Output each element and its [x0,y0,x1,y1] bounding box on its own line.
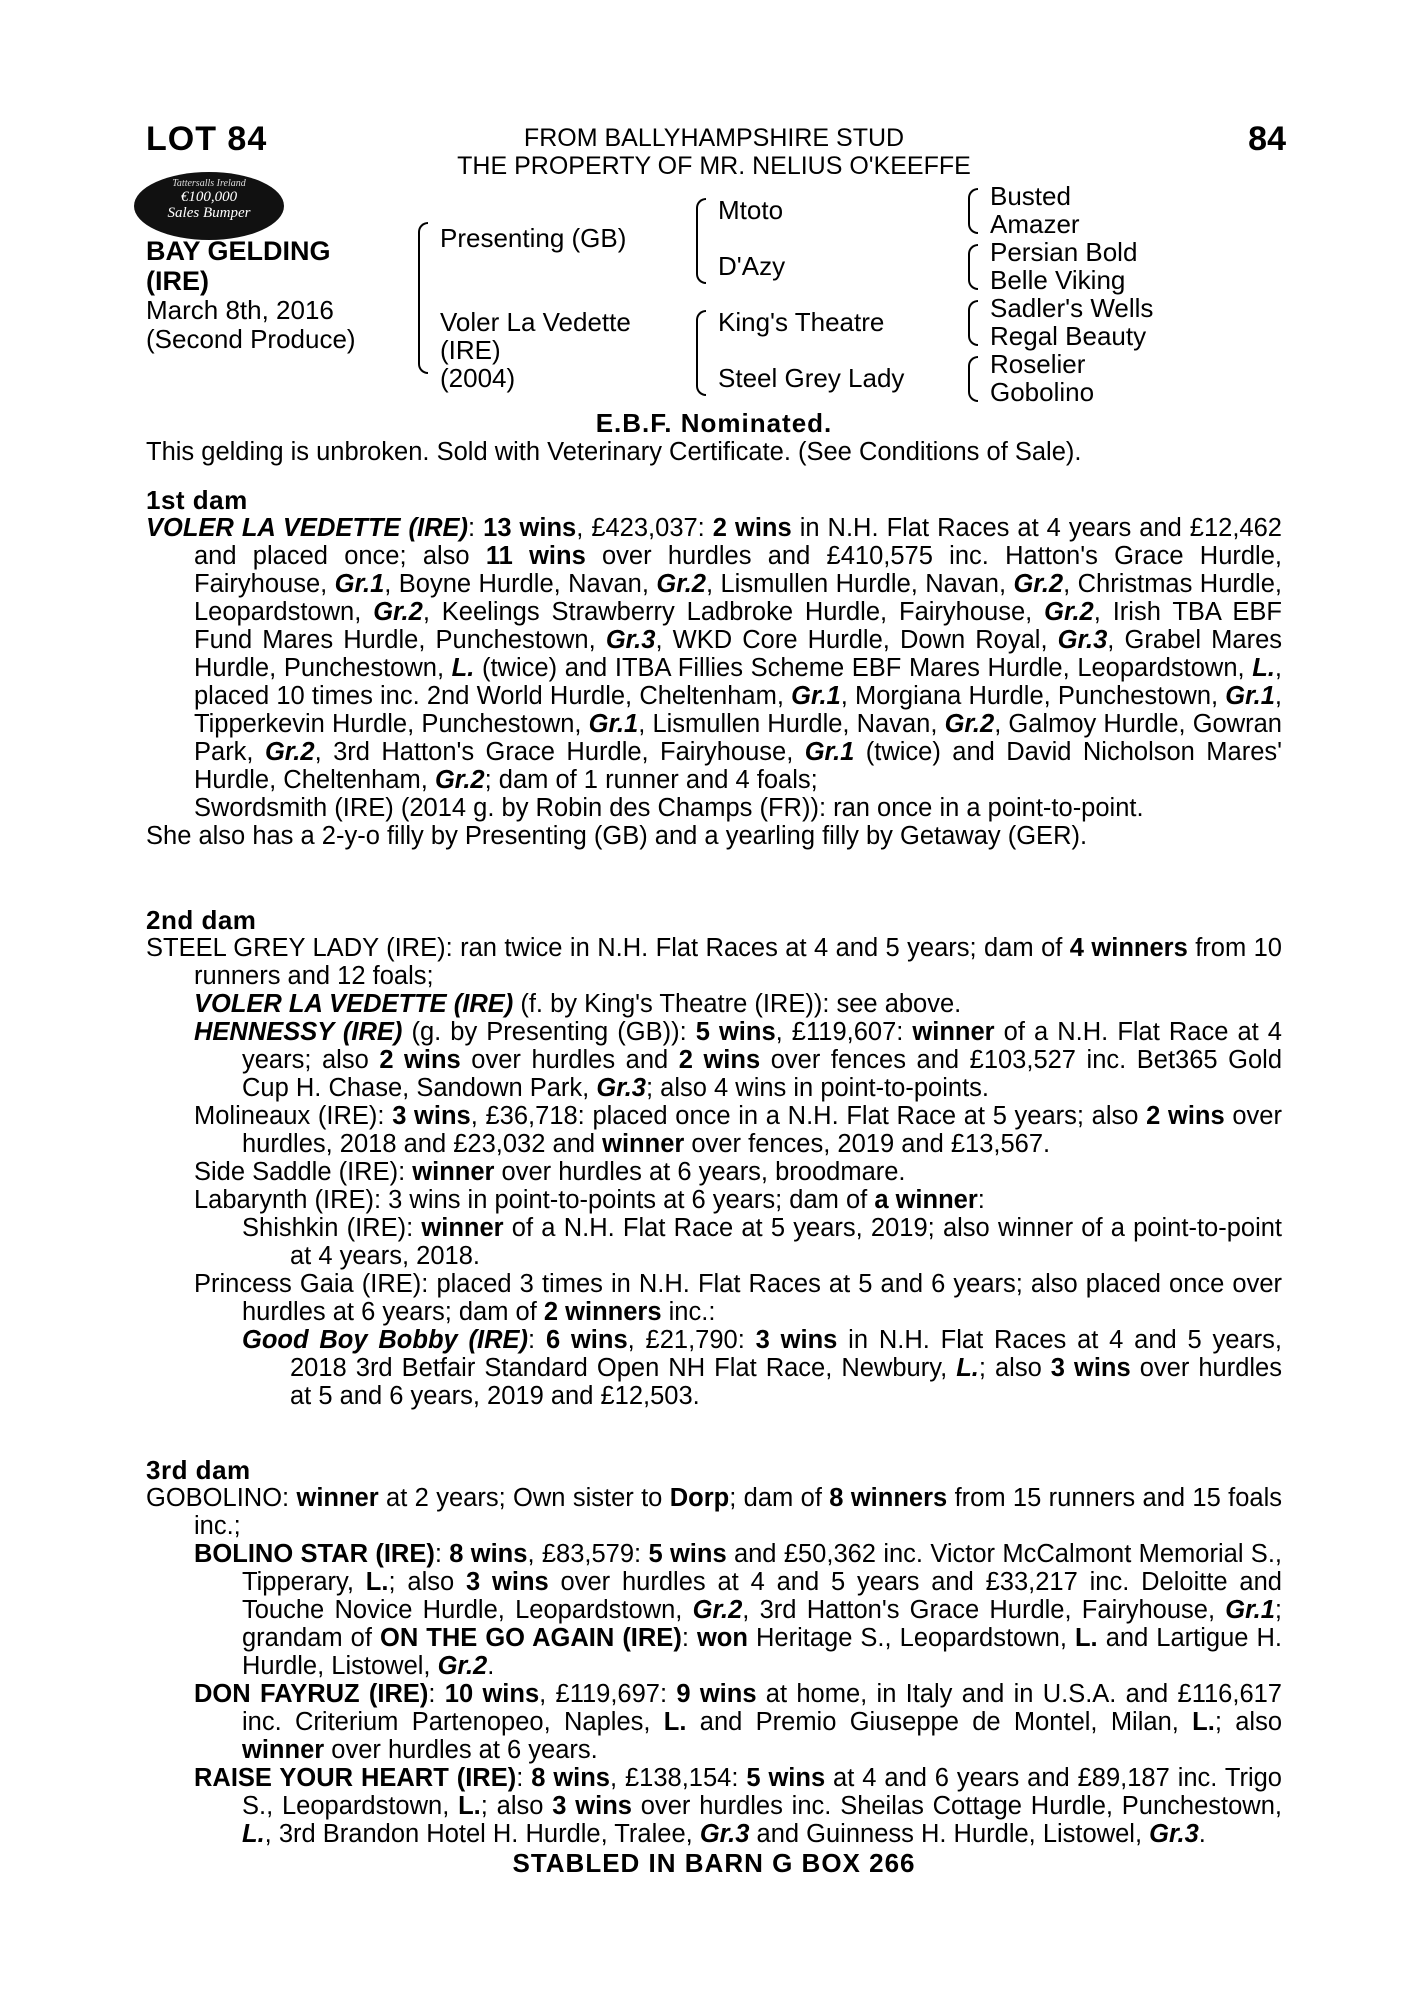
pedigree-brace-3 [696,310,706,396]
sire-dam: D'Azy [718,251,786,281]
third-dam-record: GOBOLINO: winner at 2 years; Own sister to Dorp; dam of 8 winners from 15 runners and 15 foals inc.; [146,1484,1282,1540]
ss-sire: Busted [990,181,1071,211]
horse-dob: March 8th, 2016 (Second Produce) [146,295,356,354]
first-dam-also: She also has a 2-y-o filly by Presenting (GB) and a yearling filly by Getaway (GER). [146,822,1088,850]
produce-raise-your-heart: RAISE YOUR HEART (IRE): 8 wins, £138,154: 5 wins at 4 and 6 years and £89,187 inc. Trigo S., Leopardstown, L.; also 3 wins over hurdles inc. Sheilas Cottage Hurdle, Punchestown, L., 3rd Brandon Hotel H. Hurdle, Tralee, Gr.3 and Guinness H. Hurdle, Listowel, Gr.3. [194,1764,1282,1848]
badge-brand: Tattersalls Ireland [172,178,246,189]
produce-don-fayruz: DON FAYRUZ (IRE): 10 wins, £119,697: 9 wins at home, in Italy and in U.S.A. and £116,617 inc. Criterium Partenopeo, Naples, L. and Premio Giuseppe de Montel, Milan, L.; also winner over hurdles at 6 years. [194,1680,1283,1764]
pedigree-brace-2 [696,198,706,284]
pedigree-brace-4 [968,188,978,234]
sd-dam: Belle Viking [990,265,1126,295]
lot-number: 84 [1248,120,1286,158]
first-dam-section [146,486,1282,850]
pedigree-brace-7 [968,356,978,402]
first-dam-heading: 1st dam [146,485,248,515]
sire-sire: Mtoto [718,195,784,225]
produce-princess-gaia: Princess Gaia (IRE): placed 3 times in N.H. Flat Races at 5 and 6 years; also placed once over hurdles at 6 years; dam of 2 winners inc.: [194,1270,1282,1326]
first-dam-record: VOLER LA VEDETTE (IRE): 13 wins, £423,037: 2 wins in N.H. Flat Races at 4 years and £12,462 and placed once; also 11 wins over hurdles and £410,575 inc. Hatton's Grace Hurdle, Fairyhouse, Gr.1, Boyne Hurdle, Navan, Gr.2, Lismullen Hurdle, Navan, Gr.2, Christmas Hurdle, Leopardstown, Gr.2, Keelings Strawberry Ladbroke Hurdle, Fairyhouse, Gr.2, Irish TBA EBF Fund Mares Hurdle, Punchestown, Gr.3, WKD Core Hurdle, Down Royal, Gr.3, Grabel Mares Hurdle, Punchestown, L. (twice) and ITBA Fillies Scheme EBF Mares Hurdle, Leopardstown, L., placed 10 times inc. 2nd World Hurdle, Cheltenham, Gr.1, Morgiana Hurdle, Punchestown, Gr.1, Tipperkevin Hurdle, Punchestown, Gr.1, Lismullen Hurdle, Navan, Gr.2, Galmoy Hurdle, Gowran Park, Gr.2, 3rd Hatton's Grace Hurdle, Fairyhouse, Gr.1 (twice) and David Nicholson Mares' Hurdle, Cheltenham, Gr.2; dam of 1 runner and 4 foals; [146,514,1283,794]
dd-dam: Gobolino [990,377,1095,407]
third-dam-section [146,1456,1282,1848]
produce-voler: VOLER LA VEDETTE (IRE) (f. by King's Theatre (IRE)): see above. [194,990,962,1018]
pedigree-brace-1 [418,222,428,374]
dam-name: Voler La Vedette (IRE) (2004) [440,307,631,393]
ds-sire: Sadler's Wells [990,293,1154,323]
second-dam-heading: 2nd dam [146,905,257,935]
badge-race: Sales Bumper [167,205,251,221]
ebf-nominated: E.B.F. Nominated. [595,408,833,438]
property-line: THE PROPERTY OF MR. NELIUS O'KEEFFE [457,152,971,180]
sale-note: This gelding is unbroken. Sold with Veterinary Certificate. (See Conditions of Sale). [146,438,1082,466]
badge-amount: €100,000 [180,189,238,205]
sales-bumper-badge [134,172,284,240]
sire: Presenting (GB) [440,223,627,253]
produce-bolino-star: BOLINO STAR (IRE): 8 wins, £83,579: 5 wins and £50,362 inc. Victor McCalmont Memorial S., Tipperary, L.; also 3 wins over hurdles at 4 and 5 years and £33,217 inc. Deloitte and Touche Novice Hurdle, Leopardstown, Gr.2, 3rd Hatton's Grace Hurdle, Fairyhouse, Gr.1; grandam of ON THE GO AGAIN (IRE): won Heritage S., Leopardstown, L. and Lartigue H. Hurdle, Listowel, Gr.2. [194,1540,1282,1680]
second-dam-record: STEEL GREY LADY (IRE): ran twice in N.H. Flat Races at 4 and 5 years; dam of 4 winners from 10 runners and 12 foals; [146,934,1282,990]
sd-sire: Persian Bold [990,237,1138,267]
dam-sire: King's Theatre [718,307,885,337]
vendor-line: FROM BALLYHAMPSHIRE STUD [523,124,905,152]
ss-dam: Amazer [990,209,1080,239]
produce-hennessy: HENNESSY (IRE) (g. by Presenting (GB)): 5 wins, £119,607: winner of a N.H. Flat Race at 4 years; also 2 wins over hurdles and 2 wins over fences and £103,527 inc. Bet365 Gold Cup H. Chase, Sandown Park, Gr.3; also 4 wins in point-to-points. [194,1018,1283,1102]
pedigree-brace-6 [968,300,978,346]
produce-shishkin: Shishkin (IRE): winner of a N.H. Flat Race at 5 years, 2019; also winner of a point-to-point at 4 years, 2018. [242,1214,1282,1270]
horse-sex: BAY GELDING (IRE) [146,236,331,296]
produce-labarynth: Labarynth (IRE): 3 wins in point-to-points at 6 years; dam of a winner: [194,1186,985,1214]
pedigree-brace-5 [968,244,978,290]
first-dam-produce: Swordsmith (IRE) (2014 g. by Robin des Champs (FR)): ran once in a point-to-point. [194,794,1144,822]
ds-dam: Regal Beauty [990,321,1147,351]
produce-molineaux: Molineaux (IRE): 3 wins, £36,718: placed once in a N.H. Flat Race at 5 years; also 2 wins over hurdles, 2018 and £23,032 and winner over fences, 2019 and £13,567. [194,1102,1282,1158]
second-dam-section [146,906,1282,1410]
third-dam-heading: 3rd dam [146,1455,251,1485]
lot-title: LOT 84 [146,120,268,158]
produce-side-saddle: Side Saddle (IRE): winner over hurdles at 6 years, broodmare. [194,1158,906,1186]
dd-sire: Roselier [990,349,1086,379]
produce-good-boy-bobby: Good Boy Bobby (IRE): 6 wins, £21,790: 3 wins in N.H. Flat Races at 4 and 5 years, 2018 3rd Betfair Standard Open NH Flat Race, Newbury, L.; also 3 wins over hurdles at 5 and 6 years, 2019 and £12,503. [242,1326,1283,1410]
stabling-info: STABLED IN BARN G BOX 266 [512,1848,916,1878]
dam-dam: Steel Grey Lady [718,363,905,393]
